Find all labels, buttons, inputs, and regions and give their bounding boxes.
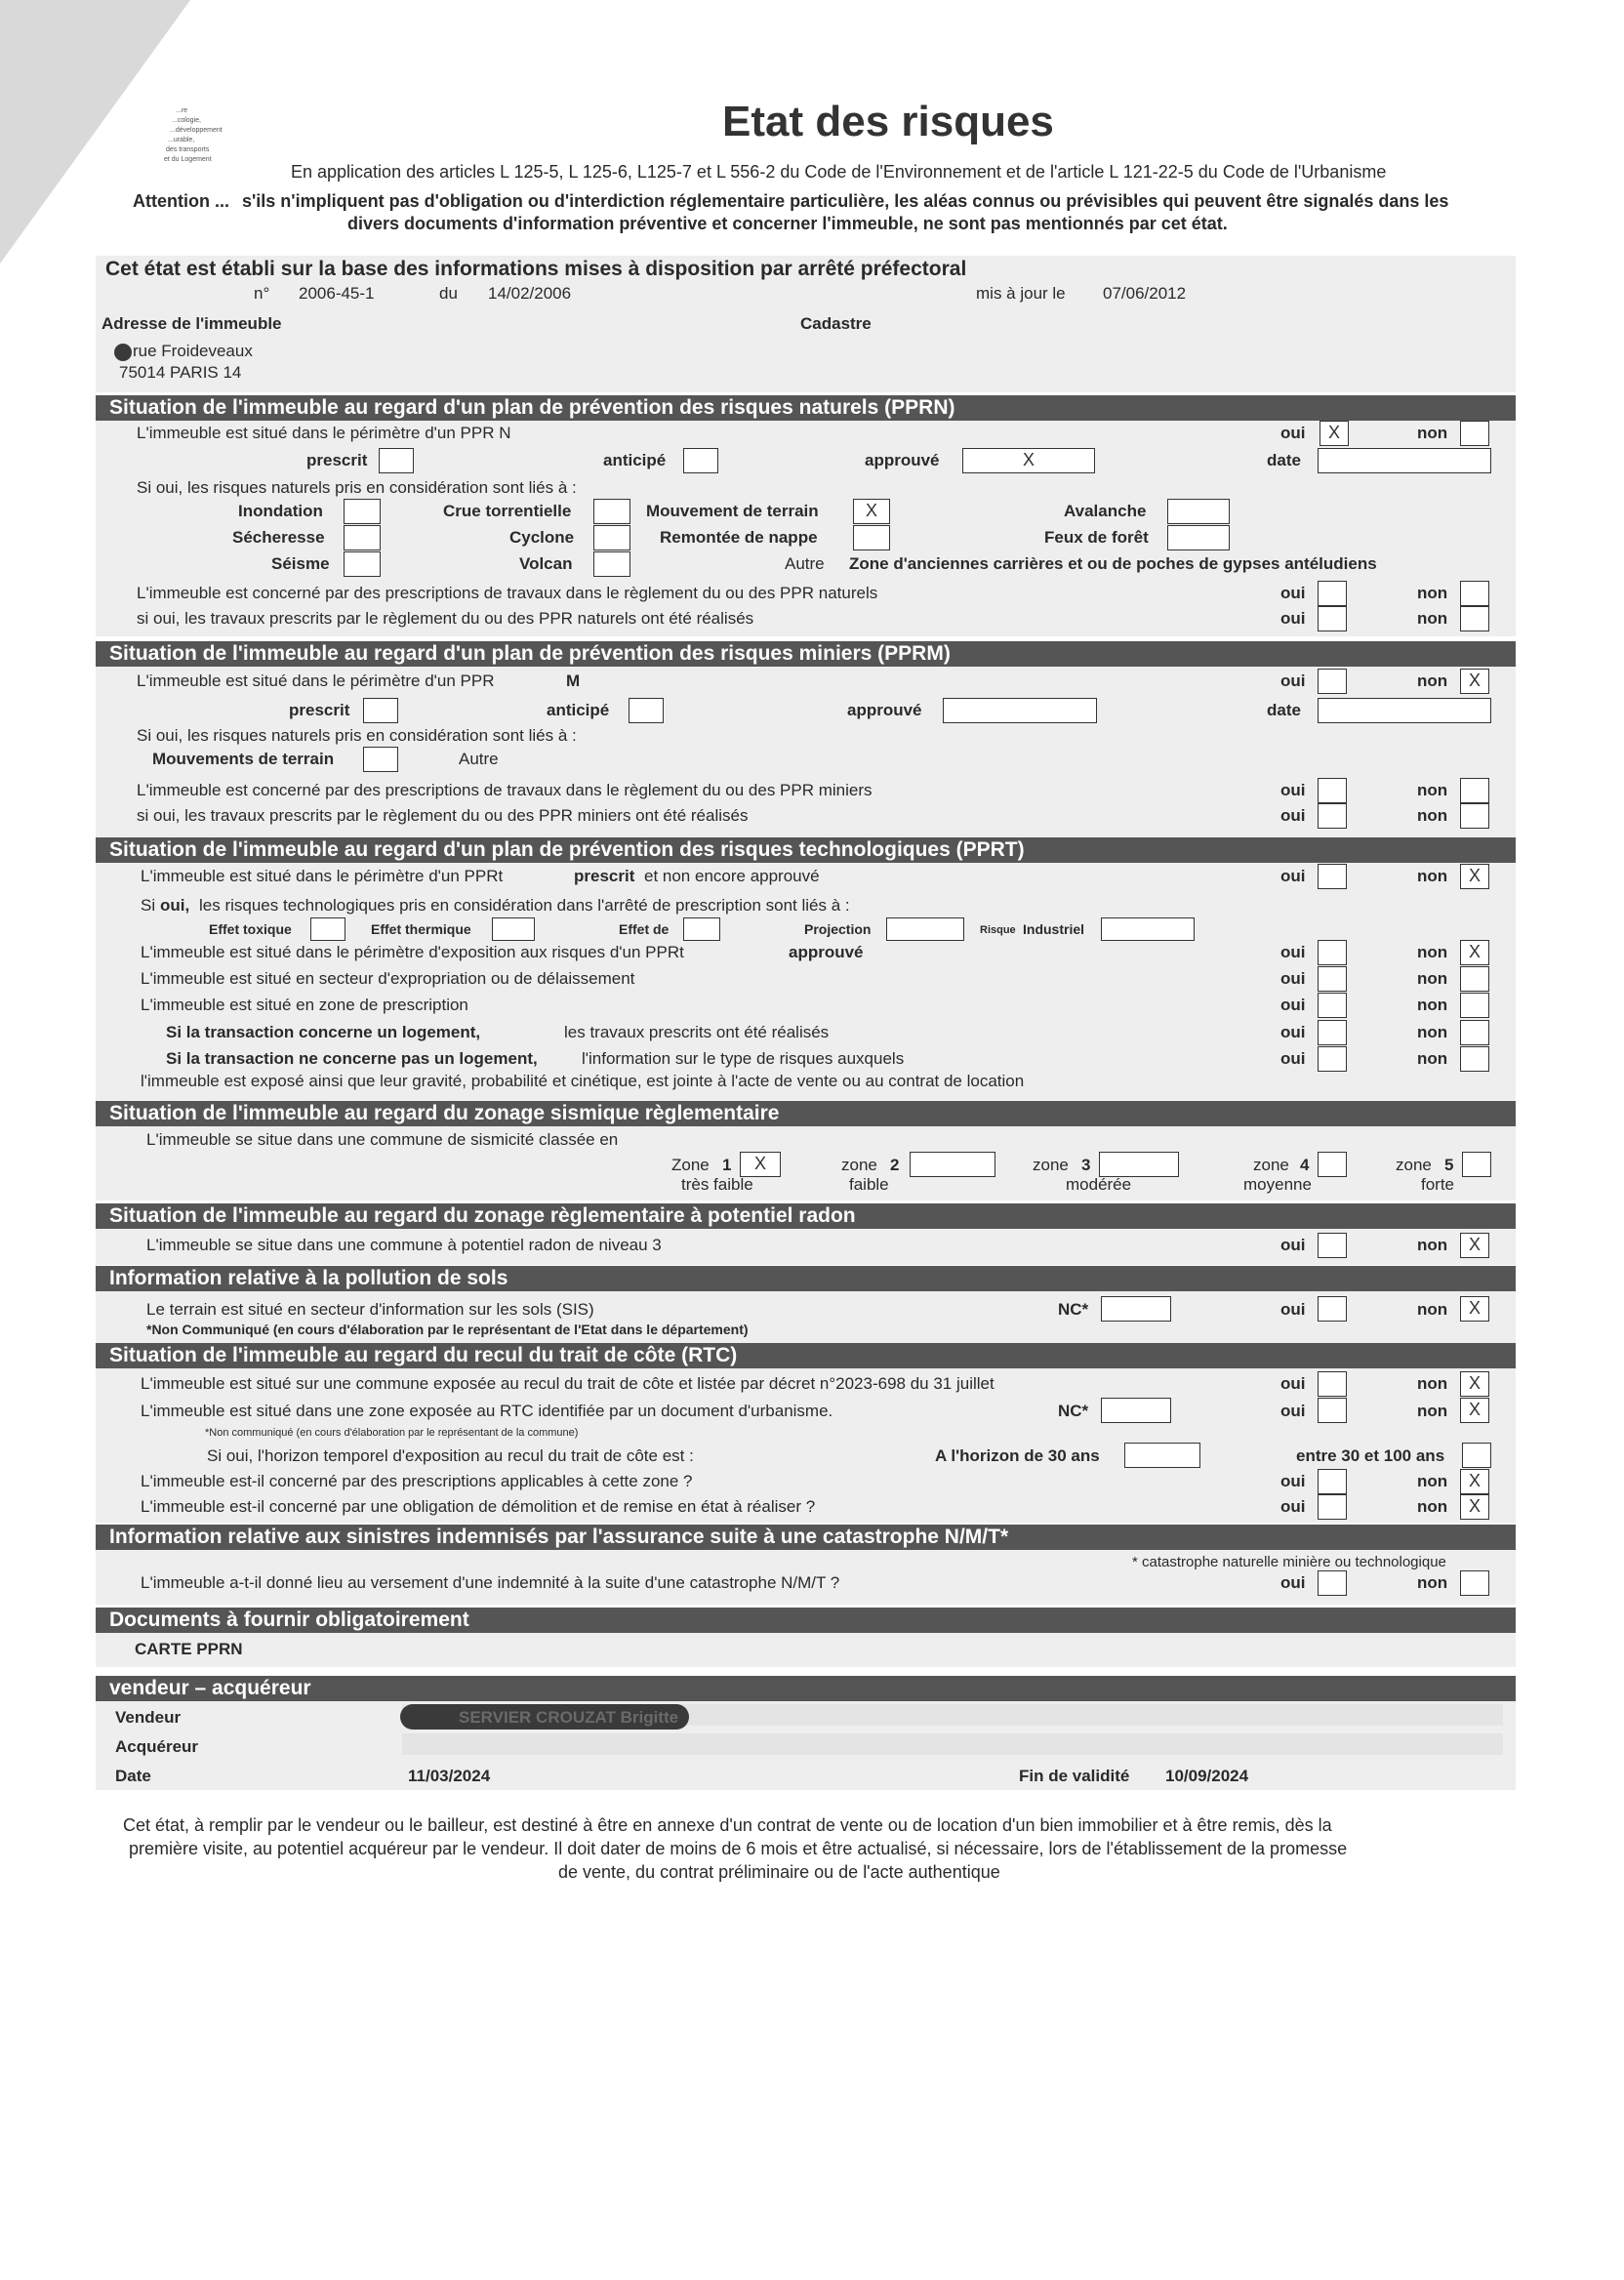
date-value: 11/03/2024 (408, 1767, 491, 1785)
pprn-q2: L'immeuble est concerné par des prescriptions de travaux dans le règlement du ou des PPR naturels (137, 584, 878, 602)
vendeur-name: SERVIER CROUZAT Brigitte (459, 1708, 679, 1727)
remontee-checkbox[interactable] (853, 525, 890, 550)
rtc-q5: L'immeuble est-il concerné par une obligation de démolition et de remise en état à réaliser ? (141, 1497, 816, 1516)
pprt-q1-oui-checkbox[interactable] (1318, 864, 1347, 889)
address-line-2: 75014 PARIS 14 (119, 363, 242, 382)
effet-thermique-label: Effet thermique (371, 921, 471, 937)
horizon-100-checkbox[interactable] (1462, 1443, 1491, 1468)
non-label: non (1417, 806, 1448, 825)
oui-label: oui (1280, 609, 1306, 628)
pollution-note: *Non Communiqué (en cours d'élaboration par le représentant de l'Etat dans le département) (146, 1322, 749, 1337)
fin-validite-label: Fin de validité (1019, 1767, 1130, 1785)
oui-label: oui (1280, 672, 1306, 690)
zone2-checkbox[interactable] (910, 1152, 995, 1177)
avalanche-checkbox[interactable] (1167, 499, 1230, 524)
pprt-q3-oui-checkbox[interactable] (1318, 966, 1347, 992)
pprm-q2: L'immeuble est concerné par des prescriptions de travaux dans le règlement du ou des PPR miniers (137, 781, 873, 799)
basis-title: Cet état est établi sur la base des informations mises à disposition par arrêté préfectoral (105, 258, 967, 280)
logo-line: ...urable, (168, 137, 195, 143)
secheresse-checkbox[interactable] (344, 525, 381, 550)
rtc-nc-checkbox[interactable] (1101, 1398, 1171, 1423)
radon-oui-checkbox[interactable] (1318, 1233, 1347, 1258)
rtc-q1-non-checkbox[interactable]: X (1460, 1371, 1489, 1397)
rtc-q5-oui-checkbox[interactable] (1318, 1494, 1347, 1520)
non-label: non (1417, 1023, 1448, 1041)
rtc-nc-label: NC* (1058, 1402, 1089, 1420)
non-label: non (1417, 1402, 1448, 1420)
pollution-oui-checkbox[interactable] (1318, 1296, 1347, 1322)
acquereur-label: Acquéreur (115, 1737, 199, 1756)
pprt-q1-suffix: et non encore approuvé (644, 867, 820, 885)
rtc-q1-oui-checkbox[interactable] (1318, 1371, 1347, 1397)
arrete-date: 14/02/2006 (488, 284, 572, 303)
attention-line-1: s'ils n'impliquent pas d'obligation ou d'interdiction réglementaire particulière, les aléas connus ou prévisibles qui peuvent être signalés dans les (242, 191, 1449, 211)
zone5-label: zone (1396, 1156, 1432, 1174)
prescrit-label: prescrit (306, 451, 368, 469)
prescrit-label: prescrit (289, 701, 350, 719)
pprn-prescrit-checkbox[interactable] (379, 448, 414, 473)
zone4-checkbox[interactable] (1318, 1152, 1347, 1177)
feux-checkbox[interactable] (1167, 525, 1230, 550)
zone2-number: 2 (890, 1156, 900, 1174)
non-label: non (1417, 1236, 1448, 1254)
rtc-q2-oui-checkbox[interactable] (1318, 1398, 1347, 1423)
seisme-checkbox[interactable] (344, 551, 381, 577)
section-header-rtc: Situation de l'immeuble au regard du recul du trait de côte (RTC) (96, 1343, 1516, 1368)
pprt-intro-oui: oui, (160, 896, 190, 915)
autre-value: Zone d'anciennes carrières et ou de poches de gypses antéludiens (849, 554, 1377, 573)
pprt-q2-approuve: approuvé (789, 943, 864, 961)
rtc-q4-oui-checkbox[interactable] (1318, 1469, 1347, 1494)
zone2-label: zone (841, 1156, 877, 1174)
non-label: non (1417, 1472, 1448, 1490)
non-label: non (1417, 1374, 1448, 1393)
oui-label: oui (1280, 1402, 1306, 1420)
arrete-number: 2006-45-1 (299, 284, 375, 303)
oui-label: oui (1280, 806, 1306, 825)
section-header-pprm: Situation de l'immeuble au regard d'un plan de prévention des risques miniers (PPRM) (96, 641, 1516, 667)
rtc-q4-non-checkbox[interactable]: X (1460, 1469, 1489, 1494)
non-label: non (1417, 424, 1448, 442)
pprn-q3-oui-checkbox[interactable] (1318, 606, 1347, 631)
pprm-date-field[interactable] (1318, 698, 1491, 723)
radon-non-checkbox[interactable]: X (1460, 1233, 1489, 1258)
rtc-q3: Si oui, l'horizon temporel d'exposition au recul du trait de côte est : (207, 1446, 694, 1465)
feux-label: Feux de forêt (1044, 528, 1149, 547)
oui-label: oui (1280, 943, 1306, 961)
industriel-label: Industriel (1023, 921, 1085, 937)
pprn-date-field[interactable] (1318, 448, 1491, 473)
rtc-q2-non-checkbox[interactable]: X (1460, 1398, 1489, 1423)
effet-toxique-label: Effet toxique (209, 921, 292, 937)
horizon-100-label: entre 30 et 100 ans (1296, 1446, 1445, 1465)
pprt-q5-non-checkbox[interactable] (1460, 1020, 1489, 1045)
date-label: Date (115, 1767, 151, 1785)
seisme-label: Séisme (271, 554, 330, 573)
oui-label: oui (1280, 424, 1306, 442)
non-label: non (1417, 584, 1448, 602)
approuve-label: approuvé (865, 451, 940, 469)
pprn-q3: si oui, les travaux prescrits par le règlement du ou des PPR naturels ont été réalisés (137, 609, 754, 628)
oui-label: oui (1280, 1236, 1306, 1254)
pprt-q6-lead: Si la transaction ne concerne pas un logement, (166, 1049, 538, 1068)
section-header-documents: Documents à fournir obligatoirement (96, 1608, 1516, 1633)
pprt-q4: L'immeuble est situé en zone de prescription (141, 996, 468, 1014)
non-label: non (1417, 867, 1448, 885)
update-date: 07/06/2012 (1103, 284, 1187, 303)
rtc-q2: L'immeuble est situé dans une zone exposée au RTC identifiée par un document d'urbanisme. (141, 1402, 833, 1420)
pollution-non-checkbox[interactable]: X (1460, 1296, 1489, 1322)
effet-de-checkbox[interactable] (683, 917, 720, 941)
redacted-street-number (114, 344, 132, 361)
update-label: mis à jour le (976, 284, 1066, 303)
pprn-q1: L'immeuble est situé dans le périmètre d'un PPR N (137, 424, 511, 442)
section-header-sinistres: Information relative aux sinistres indemnisés par l'assurance suite à une catastrophe N/M/T* (96, 1525, 1516, 1550)
pprm-q1-suffix: M (566, 672, 581, 690)
pprm-q2-oui-checkbox[interactable] (1318, 778, 1347, 803)
inondation-label: Inondation (238, 502, 323, 520)
pprt-q6-continuation: l'immeuble est exposé ainsi que leur gravité, probabilité et cinétique, est jointe à l'acte de vente ou au contrat de location (141, 1072, 1025, 1090)
section-header-radon: Situation de l'immeuble au regard du zonage règlementaire à potentiel radon (96, 1203, 1516, 1229)
zone3-number: 3 (1081, 1156, 1091, 1174)
attention-label: Attention ... (133, 191, 229, 211)
zone3-checkbox[interactable] (1099, 1152, 1179, 1177)
logo-line: ...développement (170, 127, 223, 134)
documents-band (96, 1632, 1516, 1667)
address-label: Adresse de l'immeuble (102, 314, 282, 333)
zone1-label: Zone (671, 1156, 710, 1174)
subtitle: En application des articles L 125-5, L 125-6, L125-7 et L 556-2 du Code de l'Environnement et de l'article L 121-22-5 du Code de l'Urbanisme (291, 162, 1387, 182)
pprm-q2-non-checkbox[interactable] (1460, 778, 1489, 803)
pprt-q6-oui-checkbox[interactable] (1318, 1046, 1347, 1072)
pprt-q5-text: les travaux prescrits ont été réalisés (564, 1023, 830, 1041)
pprm-q1-oui-checkbox[interactable] (1318, 669, 1347, 694)
rtc-q5-non-checkbox[interactable]: X (1460, 1494, 1489, 1520)
pollution-q1: Le terrain est situé en secteur d'information sur les sols (SIS) (146, 1300, 594, 1319)
fin-validite-value: 10/09/2024 (1165, 1767, 1249, 1785)
oui-label: oui (1280, 1472, 1306, 1490)
arrete-number-label: n° (254, 284, 270, 303)
mouvements-label: Mouvements de terrain (152, 750, 335, 768)
non-label: non (1417, 1497, 1448, 1516)
horizon-30-label: A l'horizon de 30 ans (935, 1446, 1100, 1465)
pprt-q2: L'immeuble est situé dans le périmètre d'exposition aux risques d'un PPRt (141, 943, 684, 961)
cadastre-label: Cadastre (800, 314, 872, 333)
section-header-parties: vendeur – acquéreur (96, 1676, 1516, 1701)
pprm-q1: L'immeuble est situé dans le périmètre d'un PPR (137, 672, 495, 690)
attention-line-2: divers documents d'information préventive et concerner l'immeuble, ne sont pas mentionnés par cet état. (347, 214, 1228, 233)
pprt-q1-non-checkbox[interactable]: X (1460, 864, 1489, 889)
projection-label: Projection (804, 921, 872, 937)
pollution-nc-checkbox[interactable] (1101, 1296, 1171, 1322)
oui-label: oui (1280, 584, 1306, 602)
crue-label: Crue torrentielle (443, 502, 572, 520)
mouvement-checkbox[interactable]: X (853, 499, 890, 524)
rtc-q4: L'immeuble est-il concerné par des prescriptions applicables à cette zone ? (141, 1472, 693, 1490)
secheresse-label: Sécheresse (232, 528, 325, 547)
zone5-number: 5 (1444, 1156, 1454, 1174)
pprn-q2-non-checkbox[interactable] (1460, 581, 1489, 606)
projection-checkbox[interactable] (886, 917, 964, 941)
acquereur-field[interactable] (402, 1733, 1503, 1755)
date-label: date (1267, 701, 1301, 719)
sinistres-non-checkbox[interactable] (1460, 1570, 1489, 1596)
vendeur-label: Vendeur (115, 1708, 182, 1727)
pprm-anticipe-checkbox[interactable] (629, 698, 664, 723)
zone5-checkbox[interactable] (1462, 1152, 1491, 1177)
pprt-q5-oui-checkbox[interactable] (1318, 1020, 1347, 1045)
pprn-approuve-field[interactable]: X (962, 448, 1095, 473)
oui-label: oui (1280, 1300, 1306, 1319)
ministry-logo (158, 107, 236, 176)
horizon-30-checkbox[interactable] (1124, 1443, 1200, 1468)
documents-item: CARTE PPRN (135, 1640, 243, 1658)
non-label: non (1417, 1573, 1448, 1592)
zone4-number: 4 (1300, 1156, 1310, 1174)
non-label: non (1417, 1300, 1448, 1319)
section-header-pollution: Information relative à la pollution de sols (96, 1266, 1516, 1291)
pprt-intro-si: Si (141, 896, 156, 915)
footer-line-2: première visite, au potentiel acquéreur par le vendeur. Il doit dater de moins de 6 mois et être actualisé, si nécessaire, lors de l'établissement de la promesse (129, 1839, 1348, 1858)
zone5-description: forte (1421, 1175, 1455, 1194)
pprm-q3-oui-checkbox[interactable] (1318, 803, 1347, 829)
effet-toxique-checkbox[interactable] (310, 917, 345, 941)
oui-label: oui (1280, 1374, 1306, 1393)
inondation-checkbox[interactable] (344, 499, 381, 524)
oui-label: oui (1280, 1497, 1306, 1516)
section-header-pprn: Situation de l'immeuble au regard d'un plan de prévention des risques naturels (PPRN) (96, 395, 1516, 421)
anticipe-label: anticipé (547, 701, 610, 719)
pprm-approuve-field[interactable] (943, 698, 1097, 723)
pprt-q1-prescrit: prescrit (574, 867, 635, 885)
pprn-q3-non-checkbox[interactable] (1460, 606, 1489, 631)
pprt-q2-non-checkbox[interactable]: X (1460, 940, 1489, 965)
zone3-label: zone (1033, 1156, 1069, 1174)
zone1-description: très faible (681, 1175, 753, 1194)
section-header-pprt: Situation de l'immeuble au regard d'un plan de prévention des risques technologiques (PPRT) (96, 837, 1516, 863)
zone1-checkbox[interactable]: X (740, 1152, 781, 1177)
pprt-q3-non-checkbox[interactable] (1460, 966, 1489, 992)
radon-q1: L'immeuble se situe dans une commune à potentiel radon de niveau 3 (146, 1236, 662, 1254)
oui-label: oui (1280, 867, 1306, 885)
non-label: non (1417, 943, 1448, 961)
autre-label: Autre (785, 554, 825, 573)
pprm-mouvements-checkbox[interactable] (363, 747, 398, 772)
pprt-q3: L'immeuble est situé en secteur d'expropriation ou de délaissement (141, 969, 635, 988)
mouvement-label: Mouvement de terrain (646, 502, 819, 520)
zone2-description: faible (849, 1175, 889, 1194)
pprt-q4-non-checkbox[interactable] (1460, 993, 1489, 1018)
sismique-q1: L'immeuble se situe dans une commune de sismicité classée en (146, 1130, 619, 1149)
pprn-q1-non-checkbox[interactable] (1460, 421, 1489, 446)
volcan-label: Volcan (519, 554, 573, 573)
sinistres-note: * catastrophe naturelle minière ou technologique (1132, 1554, 1446, 1570)
footer-line-3: de vente, du contrat préliminaire ou de l'acte authentique (558, 1862, 1000, 1882)
pprt-q4-oui-checkbox[interactable] (1318, 993, 1347, 1018)
pprm-risks-intro: Si oui, les risques naturels pris en considération sont liés à : (137, 726, 577, 745)
approuve-label: approuvé (847, 701, 922, 719)
non-label: non (1417, 969, 1448, 988)
effet-de-label: Effet de (619, 921, 670, 937)
pollution-nc-label: NC* (1058, 1300, 1089, 1319)
pprn-q1-oui-checkbox[interactable]: X (1320, 421, 1349, 446)
address-line-1: rue Froideveaux (133, 342, 253, 360)
pprt-q1: L'immeuble est situé dans le périmètre d'un PPRt (141, 867, 504, 885)
zone4-label: zone (1253, 1156, 1289, 1174)
non-label: non (1417, 996, 1448, 1014)
oui-label: oui (1280, 1023, 1306, 1041)
page-title: Etat des risques (722, 98, 1054, 145)
pprm-autre-label: Autre (459, 750, 499, 768)
logo-line: ...cologie, (172, 117, 201, 124)
non-label: non (1417, 672, 1448, 690)
non-label: non (1417, 1049, 1448, 1068)
oui-label: oui (1280, 1573, 1306, 1592)
zone4-description: moyenne (1243, 1175, 1312, 1194)
volcan-checkbox[interactable] (593, 551, 630, 577)
pprm-q1-non-checkbox[interactable]: X (1460, 669, 1489, 694)
pprn-anticipe-checkbox[interactable] (683, 448, 718, 473)
pprm-prescrit-checkbox[interactable] (363, 698, 398, 723)
effet-thermique-checkbox[interactable] (492, 917, 535, 941)
pprm-q3-non-checkbox[interactable] (1460, 803, 1489, 829)
cyclone-label: Cyclone (509, 528, 575, 547)
non-label: non (1417, 609, 1448, 628)
avalanche-label: Avalanche (1064, 502, 1147, 520)
logo-line: et du Logement (164, 156, 212, 163)
oui-label: oui (1280, 996, 1306, 1014)
rtc-note: *Non communiqué (en cours d'élaboration par le représentant de la commune) (205, 1427, 579, 1439)
pprt-q5-lead: Si la transaction concerne un logement, (166, 1023, 481, 1041)
zone3-description: modérée (1066, 1175, 1132, 1194)
footer-line-1: Cet état, à remplir par le vendeur ou le bailleur, est destiné à être en annexe d'un contrat de vente ou de location d'un bien immobilier et à être remis, dès la (123, 1815, 1332, 1835)
pprn-risks-intro: Si oui, les risques naturels pris en considération sont liés à : (137, 478, 577, 497)
pprt-q6-text: l'information sur le type de risques auxquels (582, 1049, 905, 1068)
non-label: non (1417, 781, 1448, 799)
zone1-number: 1 (722, 1156, 732, 1174)
oui-label: oui (1280, 969, 1306, 988)
arrete-date-label: du (439, 284, 458, 303)
crue-checkbox[interactable] (593, 499, 630, 524)
section-header-sismique: Situation de l'immeuble au regard du zonage sismique règlementaire (96, 1101, 1516, 1126)
pprt-q2-oui-checkbox[interactable] (1318, 940, 1347, 965)
logo-line: des transports (166, 146, 210, 153)
sinistres-q1: L'immeuble a-t-il donné lieu au versement d'une indemnité à la suite d'une catastrophe N/M/T ? (141, 1573, 840, 1592)
pprm-q3: si oui, les travaux prescrits par le règlement du ou des PPR miniers ont été réalisés (137, 806, 749, 825)
remontee-label: Remontée de nappe (660, 528, 818, 547)
date-label: date (1267, 451, 1301, 469)
sinistres-oui-checkbox[interactable] (1318, 1570, 1347, 1596)
oui-label: oui (1280, 1049, 1306, 1068)
pprn-q2-oui-checkbox[interactable] (1318, 581, 1347, 606)
risque-label: Risque (980, 924, 1016, 936)
anticipe-label: anticipé (603, 451, 667, 469)
oui-label: oui (1280, 781, 1306, 799)
rtc-q1: L'immeuble est situé sur une commune exposée au recul du trait de côte et listée par décret n°2023-698 du 31 juillet (141, 1374, 995, 1393)
logo-line: ...re (176, 107, 188, 114)
pprt-q6-non-checkbox[interactable] (1460, 1046, 1489, 1072)
risque-industriel-checkbox[interactable] (1101, 917, 1195, 941)
cyclone-checkbox[interactable] (593, 525, 630, 550)
pprt-intro-text: les risques technologiques pris en considération dans l'arrêté de prescription sont liés à : (199, 896, 850, 915)
